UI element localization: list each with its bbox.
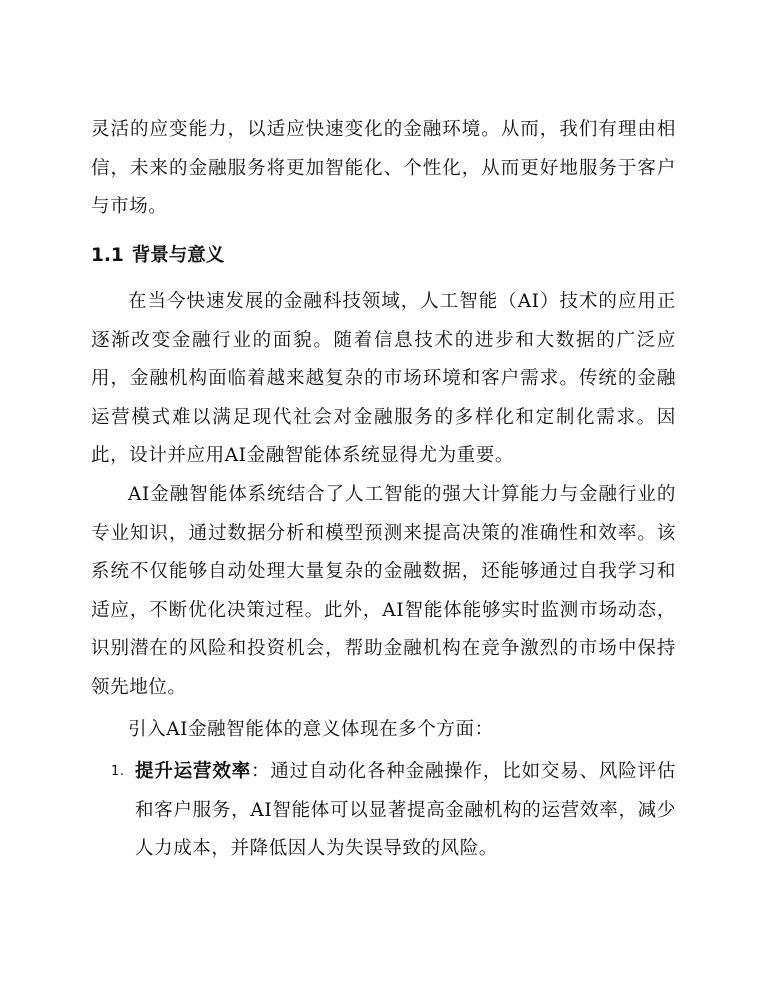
continuation-paragraph: 灵活的应变能力，以适应快速变化的金融环境。从而，我们有理由相信，未来的金融服务将更加智能化、个性化，从而更好地服务于客户与市场。 [91, 119, 676, 217]
significance-intro-paragraph: 引入AI金融智能体的意义体现在多个方面： [128, 719, 494, 740]
list-item-text: ：通过自动化各种金融操作，比如交易、风险评估和客户服务，AI智能体可以显著提高金融机构的运营效率，减少人力成本，并降低因人为失误导致的风险。 [135, 761, 676, 859]
system-paragraph: AI金融智能体系统结合了人工智能的强大计算能力与金融行业的专业知识，通过数据分析和模型预测来提高决策的准确性和效率。该系统不仅能够自动处理大量复杂的金融数据，还能够通过自我学习和适应，不断优化决策过程。此外，AI智能体能够实时监测市场动态，识别潜在的风险和投资机会，帮助金融机构在竞争激烈的市场中保持领先地位。 [91, 484, 676, 698]
background-paragraph: 在当今快速发展的金融科技领域，人工智能（AI）技术的应用正逐渐改变金融行业的面貌。随着信息技术的进步和大数据的广泛应用，金融机构面临着越来越复杂的市场环境和客户需求。传统的金融运营模式难以满足现代社会对金融服务的多样化和定制化需求。因此，设计并应用AI金融智能体系统显得尤为重要。 [91, 291, 676, 466]
list-item [91, 753, 676, 869]
list-item-body [135, 753, 676, 869]
section-number: 1.1 [91, 245, 124, 266]
list-marker: 1. [111, 764, 125, 779]
section-heading [91, 241, 224, 271]
section-title: 背景与意义 [131, 245, 225, 266]
list-item-term: 提升运营效率 [135, 761, 251, 782]
